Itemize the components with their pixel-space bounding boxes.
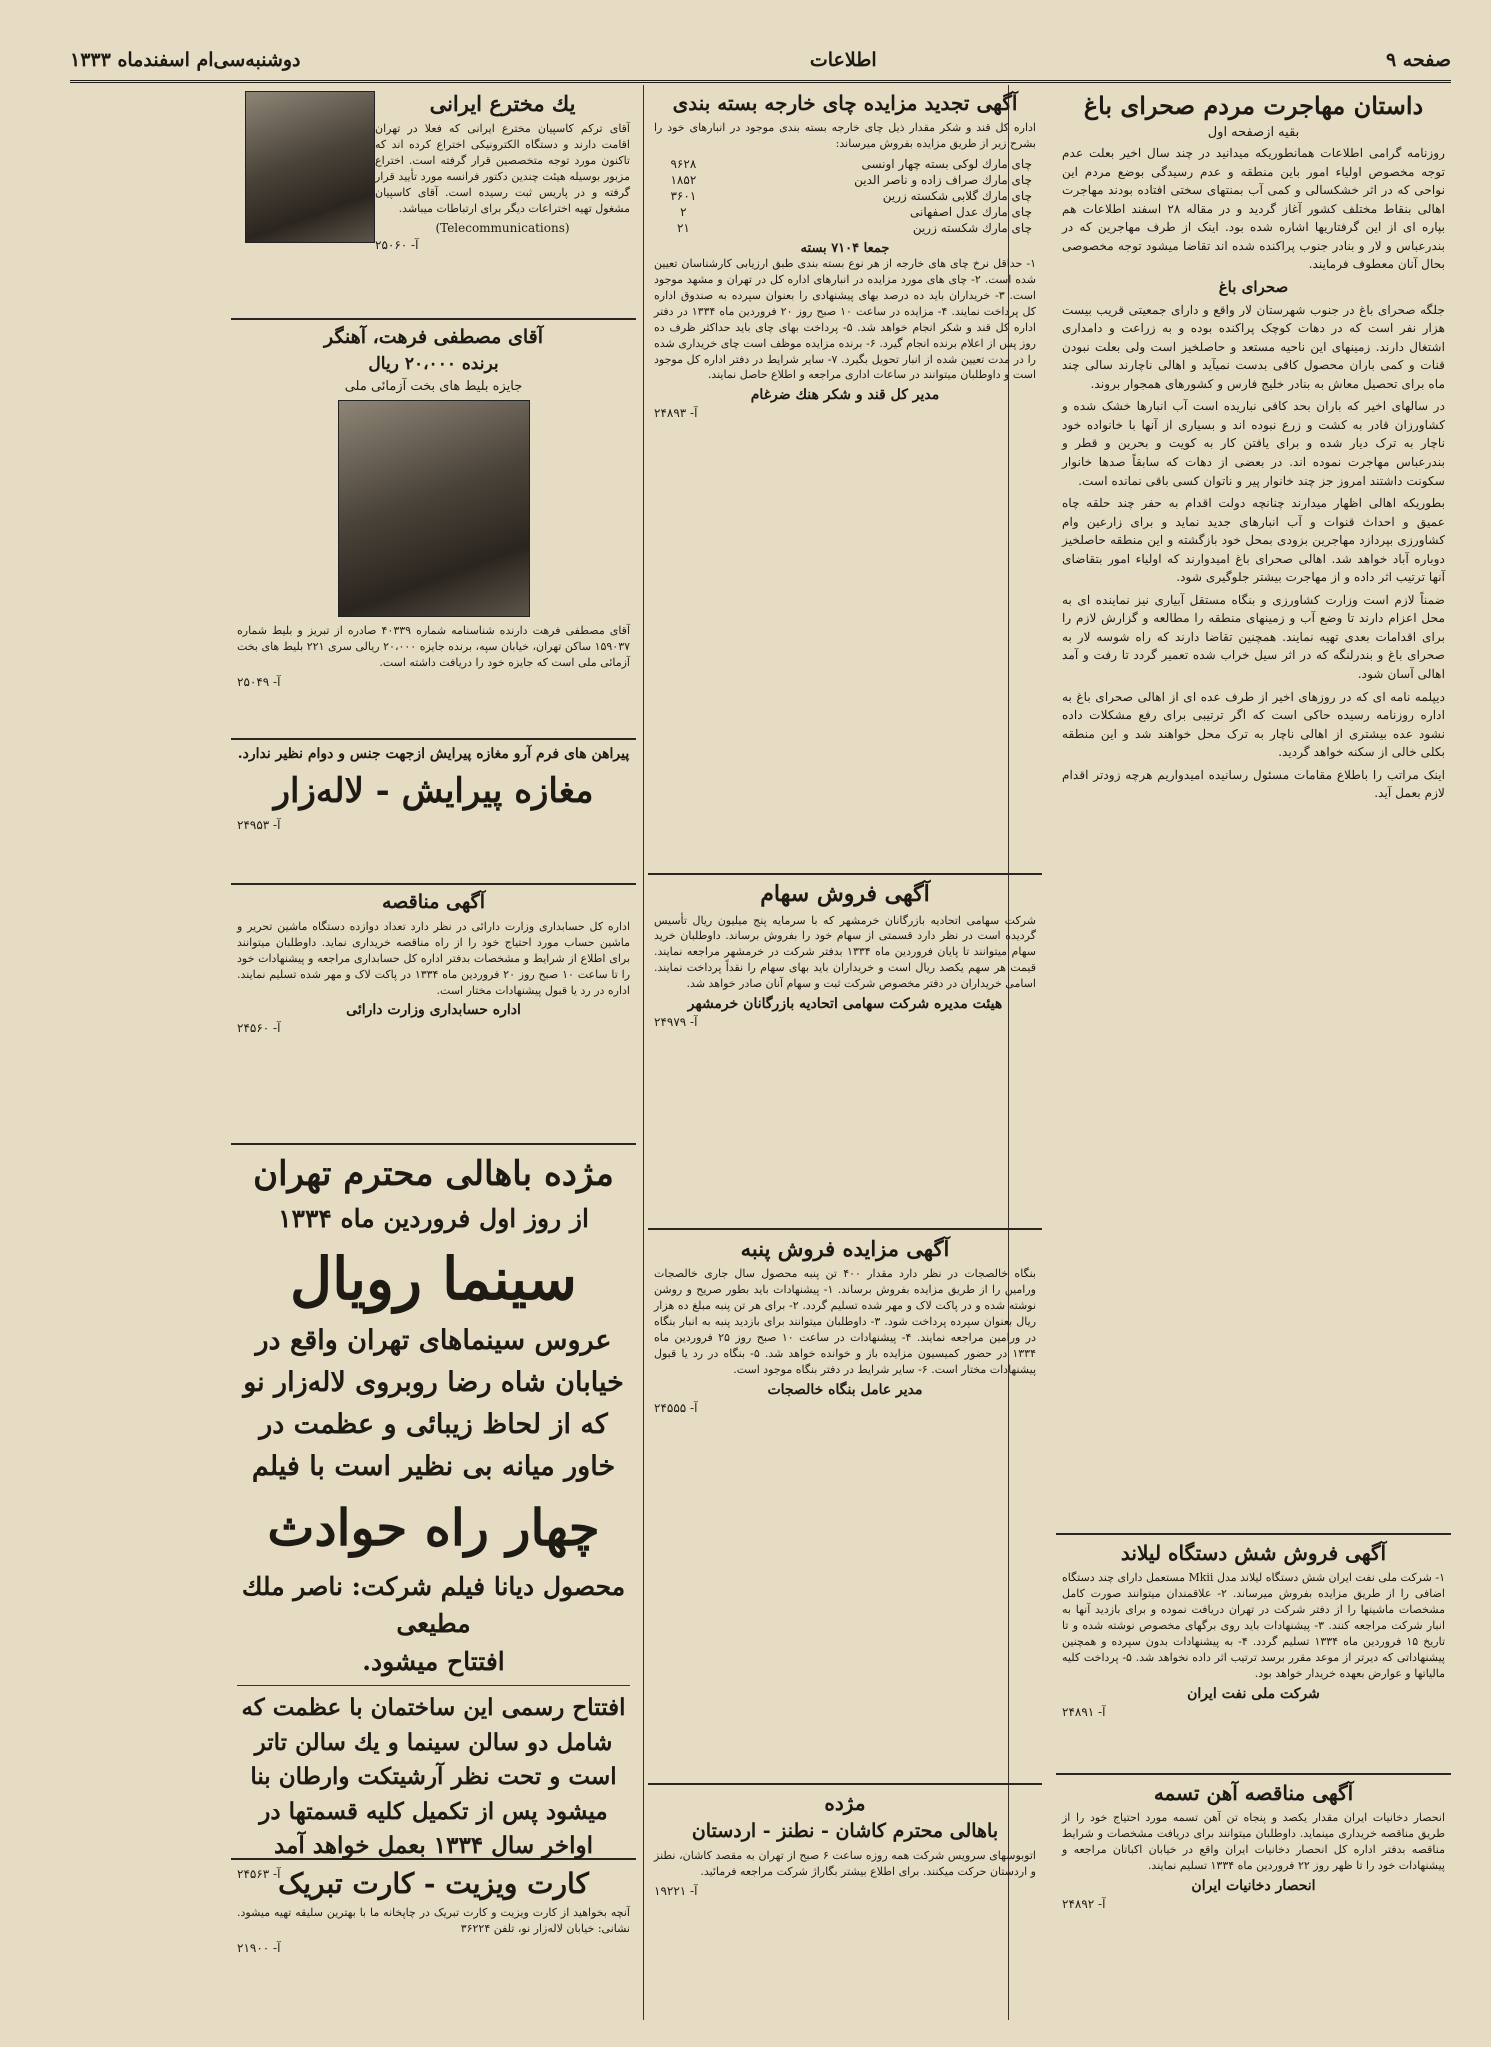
ad-code: آ- ۱۹۲۲۱ — [654, 1883, 698, 1898]
ad-title: آگهی مناقصه آهن تسمه — [1153, 1781, 1354, 1805]
ad-code: آ- ۲۱۹۰۰ — [237, 1940, 281, 1955]
table-cell: چای مارك گلابی شکسته زرین — [882, 188, 1032, 203]
ad-signature: انحصار دخانیات ایران — [1191, 1877, 1316, 1894]
inventor-item — [231, 85, 636, 320]
migration-article — [1056, 85, 1451, 1535]
ad-code: آ- ۲۴۹۵۳ — [237, 818, 281, 833]
table-cell: ۲ — [680, 204, 687, 219]
cinema-ad — [231, 1145, 636, 1881]
article-paragraph: دیپلمه نامه ای که در روزهای اخیر از طرف عده ای از اهالی صحرای باغ به اداره روزنامه رسیده حاکی است که اگر ترتیبی برای رفع مشکلات داده نشود عده بیشتری از اهالی ناچار به ترک محل خواهند شد و این منطقه بکلی خالی از سکنه خواهد گردید. — [1062, 689, 1445, 760]
shares-ad — [648, 875, 1042, 1230]
cinema-note: افتتاح رسمی این ساختمان با عظمت که شامل دو سالن سینما و یك سالن تاتر است و تحت نظر آرشیتکت وارطان بنا میشود پس از تکمیل کلیه قسمتها در اواخر سال ۱۳۳۴ بعمل خواهد آمد — [241, 1694, 626, 1860]
ad-text: اتوبوسهای سرویس شرکت همه روزه ساعت ۶ صبح از تهران به مقصد کاشان، نطنز و اردستان حرکت میکنند. برای اطلاع بیشتر بگاراژ شرکت مراجعه فرمائید. — [654, 1848, 1036, 1878]
article-paragraph: ضمناً لازم است وزارت کشاورزی و بنگاه مستقل آبیاری نیز نماینده ای به محل اعزام دارند تا وضع آب و زمینهای منطقه را مطالعه و گزارش لازم را برای اقدامات بعدی تهیه نمایند. همچنین تقاضا دارند که راه شوسه لار به صحرای باغ و بندرلنگه که در اثر سیل خراب شده تعمیر گردد تا رفت و آمد اهالی آسان شود. — [1062, 592, 1445, 681]
ad-text: آنچه بخواهید از کارت ویزیت و کارت تبریک در چاپخانه ما با بهترین سلیقه تهیه میشود. نشانی: خیابان لاله‌زار نو، تلفن ۳۶۲۲۴ — [237, 1906, 630, 1935]
divider — [237, 1685, 630, 1686]
ad-text: اداره کل حسابداری وزارت دارائی در نظر دارد تعداد دوازده دستگاه ماشین تحریر و ماشین حساب مورد احتیاج خود را از راه مناقصه خریداری نماید. داوطلبان میتوانند برای اطلاع از شرایط و مشخصات بدفتر اداره کل حسابداری مراجعه و پیشنهادات خود را تا ساعت ۱۰ صبح روز ۲۰ فروردین ماه ۱۳۳۴ در پاکت لاک و مهر شده تسلیم نمایند. اداره در رد یا قبول پیشنهادات مختار است. — [237, 919, 631, 997]
ad-title: آگهی فروش سهام — [760, 881, 930, 907]
inventor-photo — [245, 91, 375, 243]
page-number: صفحه ۹ — [1385, 49, 1451, 71]
ad-text: بنگاه خالصجات در نظر دارد مقدار ۴۰۰ تن پنبه محصول سال جاری خالصجات ورامین را از طریق مزایده بفروش برساند. ۱- پیشنهادات باید بطور صریح و روشن نوشته شده و در پاکت لاک و مهر شده تسلیم گردد. ۲- برای هر تن پنبه مبلغ ده هزار ریال بعنوان سپرده پرداخت شود. ۳- داوطلبان میتوانند برای بازدید پنبه به انبار بنگاه در ورامین مراجعه نمایند. ۴- پیشنهادات در ساعت ۱۰ صبح روز ۲۵ فروردین ماه ۱۳۳۴ در حضور کمیسیون مزایده باز و خوانده خواهد شد. ۵- بنگاه در رد یا قبول پیشنهادات مختار است. ۶- سایر شرایط در دفتر بنگاه موجود است. — [654, 1267, 1037, 1376]
iron-tender-ad — [1056, 1775, 1451, 2020]
ad-title: آگهی فروش شش دستگاه لیلاند — [1120, 1541, 1387, 1565]
ad-subtitle: باهالی محترم کاشان - نطنز - اردستان — [691, 1820, 999, 1842]
ad-code: آ- ۲۴۸۹۳ — [654, 406, 698, 421]
winner-photo — [338, 400, 530, 617]
table-cell: چای مارك شکسته زرین — [912, 220, 1032, 235]
tea-total: جمعا ۷۱۰۴ بسته — [800, 240, 890, 256]
ad-title: مژده — [824, 1791, 866, 1815]
ad-signature: شرکت ملی نفت ایران — [1187, 1685, 1320, 1702]
article-paragraph: جلگه صحرای باغ در جنوب شهرستان لار واقع و دارای جمعیتی قریب بیست هزار نفر است که در دهات کوچک پراکنده بوده و به زراعت و دامداری اشتغال دارند. زمینهای این ناحیه مستعد و حاصلخیز است ولی بعلت نبودن قنات و کمی باران محصول کافی بدست نمیآید و اهالی ناچارند سالی چند ماه برای تحصیل معاش به بنادر خلیج فارس و کشورهای همجوار بروند. — [1062, 302, 1445, 391]
issue-date: دوشنبه‌سی‌ام اسفندماه ۱۳۳۳ — [70, 49, 301, 71]
table-row — [654, 172, 1036, 188]
article-paragraph: اینک مراتب را باطلاع مقامات مسئول رسانیده امیدواریم هرچه زودتر اقدام لازم بعمل آید. — [1062, 767, 1445, 801]
table-cell: ۹۶۲۸ — [670, 156, 697, 171]
leyland-ad — [1056, 1535, 1451, 1775]
ad-code: آ- ۲۴۸۹۲ — [1062, 1896, 1106, 1911]
table-row — [654, 188, 1036, 204]
cinema-desc: عروس سینماهای تهران واقع در خیابان شاه رضا روبروی لاله‌زار نو که از لحاظ زیبائی و عظمت در خاور میانه بی نظیر است با فیلم — [243, 1325, 624, 1482]
tender-ad — [231, 885, 636, 1145]
ad-code: آ- ۲۴۵۵۵ — [654, 1400, 698, 1415]
cinema-intro: مژده باهالی محترم تهران — [253, 1154, 614, 1194]
column-divider — [643, 85, 644, 2020]
ad-code: آ- ۲۴۸۹۱ — [1062, 1704, 1106, 1719]
table-row — [654, 220, 1036, 236]
table-cell: ۲۱ — [676, 220, 690, 235]
ad-signature: هیئت مدیره شرکت سهامی اتحادیه بازرگانان خرمشهر — [687, 996, 1003, 1013]
kashan-ad — [648, 1785, 1042, 2020]
article-title: داستان مهاجرت مردم صحرای باغ — [1083, 91, 1424, 120]
table-row — [654, 156, 1036, 172]
table-row — [654, 204, 1036, 220]
ad-code: آ- ۲۵۰۴۹ — [237, 674, 281, 689]
ad-text: شرکت سهامی اتحادیه بازرگانان خرمشهر که با سرمایه پنج میلیون ریال تأسیس گردیده است در نظر دارد قسمتی از سهام خود را بفروش برساند. داوطلبان خرید سهام میتوانند تا پایان فروردین ماه ۱۳۳۴ بدفتر شرکت در خرمشهر مراجعه نمایند. قیمت هر سهم یکصد ریال است و خریداران باید بهای سهام را نقداً پرداخت نمایند. اسامی خریداران در دفتر مخصوص شرکت ثبت و سهام آنان صادر خواهد شد. — [654, 913, 1037, 991]
shop-intro: پیراهن های فرم آرو مغازه پیرایش ازجهت جنس و دوام نظیر ندارد. — [237, 746, 630, 762]
film-title: چهار راه حوادث — [267, 1497, 600, 1557]
tea-auction-ad — [648, 85, 1042, 875]
article-subhead: صحرای باغ — [1218, 277, 1289, 296]
shop-name: مغازه پیرایش - لاله‌زار — [273, 771, 594, 812]
ad-intro: اداره کل قند و شکر مقدار ذیل چای خارجه بسته بندی موجود در انبارهای خود را بشرح زیر از طریق مزایده بفروش میرساند: — [654, 121, 1036, 150]
ad-title: کارت ویزیت - کارت تبریک — [278, 1867, 589, 1900]
film-producer: محصول دیانا فیلم شرکت: ناصر ملك مطیعی — [241, 1571, 626, 1639]
table-cell: چای مارك لوکی بسته چهار اونسی — [861, 156, 1032, 171]
cotton-auction-ad — [648, 1230, 1042, 1785]
tech-word: (Telecommunications) — [435, 220, 570, 235]
prize-amount: برنده ۲۰،۰۰۰ ریال — [368, 353, 499, 374]
newspaper-name: اطلاعات — [809, 49, 877, 71]
cinema-name: سینما رویال — [290, 1244, 577, 1313]
lottery-desc: جایزه بلیط های بخت آزمائی ملی — [344, 379, 523, 394]
shop-ad — [231, 740, 636, 885]
column-left — [231, 85, 636, 2020]
article-paragraph: روزنامه گرامی اطلاعات همانطوریکه میدانید در چند سال اخیر بعلت عدم توجه مخصوص اولیاء امور باین منطقه و عدم رسیدگی بوضع مردم این نواحی که در اثر خشکسالی و کمی آب بمنتهای سختی افتاده بودند مهاجرت اهالی بنقاط مختلف کشور آغاز گردید و در مقاله ۲۸ اسفند اطلاعات هم بپاره ای از این گرفتاریها اشاره شده بود. اینک از طرف مهاجرین که در بندرعباس و لار و بنادر جنوب پراکنده شده اند تقاضا میشود توجه مخصوصی بحال آنان معطوف فرمایند. — [1062, 146, 1445, 272]
item-code: آ- ۲۵۰۶۰ — [375, 237, 419, 252]
article-paragraph: بطوریکه اهالی اظهار میدارند چنانچه دولت اقدام به حفر چند حلقه چاه عمیق و احداث قنوات و آب انبارهای جدید نماید و برای زارعین وام کشاورزی بپردازد مهاجرین بزودی بمحل خود بازگشته و این منطقه حاصلخیز دوباره آباد خواهد شد. اهالی صحرای باغ امیدوارند که اولیاء امور بتقاضای آنها ترتیب اثر داده و از مهاجرت بیشتر جلوگیری شود. — [1062, 496, 1445, 585]
page-header — [70, 40, 1451, 83]
ad-code: آ- ۲۴۵۶۰ — [237, 1021, 281, 1036]
ad-title: آگهی مناقصه — [382, 891, 485, 913]
ad-title: آگهی تجدید مزایده چای خارجه بسته بندی — [672, 91, 1018, 115]
tea-table — [654, 156, 1036, 236]
ad-code: آ- ۲۴۹۷۹ — [654, 1015, 698, 1030]
cinema-date: از روز اول فروردین ماه ۱۳۳۴ — [278, 1204, 589, 1233]
table-cell: ۳۶۰۱ — [670, 188, 697, 203]
article-continuation: بقیه ازصفحه اول — [1207, 125, 1300, 140]
table-cell: چای مارك صراف زاده و ناصر الدین — [854, 172, 1032, 187]
column-right — [1056, 85, 1451, 2020]
table-cell: چای مارك عدل اصفهانی — [910, 204, 1032, 219]
ad-text: ۱- شرکت ملی نفت ایران شش دستگاه لیلاند مدل Mkii مستعمل دارای چند دستگاه اضافی را از طریق مزایده بفروش میرساند. ۲- علاقمندان میتوانند صورت کامل مشخصات ماشینها را از دفتر شرکت در تهران دریافت نموده و برای بازدید آنها به انبار شرکت مراجعه کنند. ۳- پیشنهادات باید روی برگهای مخصوص نوشته شده و تا تاریخ ۱۵ فروردین ماه ۱۳۳۴ تسلیم گردد. ۴- به پیشنهادات بدون سپرده و همچنین پیشنهاداتی که دیرتر از موعد مقرر برسد ترتیب اثر داده نخواهد شد. ۵- پرداخت کلیه مالیاتها و عوارض بعهده خریدار خواهد بود. — [1062, 1571, 1446, 1680]
ad-signature: مدیر کل قند و شکر هنك ضرغام — [750, 387, 940, 404]
ad-code: آ- ۲۴۵۶۳ — [237, 1866, 281, 1881]
item-text: آقای ترکم کاسپیان مخترع ایرانی که فعلا در تهران اقامت دارند و دستگاه الکترونیکی اختراع کرده اند که تاکنون مورد توجه متخصصین قرار گرفته است. اختراع مزبور بوسیله هیئت چندین دکتور فرانسه مورد تأیید قرار گرفته و در پاریس ثبت رسیده است. آقای کاسپیان مشغول تهیه اختراعات دیگر برای ارتباطات میباشد. — [375, 122, 630, 215]
winner-name: آقای مصطفی فرهت، آهنگر — [324, 326, 543, 348]
lottery-ad — [231, 320, 636, 740]
article-paragraph: در سالهای اخیر که باران بحد کافی نباریده است آب انبارها خشک شده و کشاورزان قادر به کشت و زرع نبوده اند و بسیاری از آنها با خانواده خود ناچار به ترک دیار شده و برای یافتن کار به کویت و بحرین و قطر و بندرعباس مهاجرت نموده اند. در بعضی از دهات که سابقاً صدها خانوار سکونت داشتند امروز جز چند خانوار پیر و ناتوان کسی باقی نمانده است. — [1062, 399, 1445, 488]
ad-title: آگهی مزایده فروش پنبه — [740, 1236, 950, 1261]
ad-text: انحصار دخانیات ایران مقدار یکصد و پنجاه تن آهن تسمه مورد احتیاج خود را از طریق مناقصه خریداری مینماید. داوطلبان میتوانند برای دریافت مشخصات و شرایط مناقصه بدفتر اداره کل انحصار دخانیات ایران واقع در خیابان اکباتان مراجعه و پیشنهادات خود را تا ظهر روز ۲۲ فروردین ماه ۱۳۳۴ تسلیم نمایند. — [1062, 1811, 1445, 1872]
table-cell: ۱۸۵۲ — [670, 172, 697, 187]
cinema-opening: افتتاح میشود. — [362, 1646, 505, 1676]
item-title: یك مخترع ایرانی — [429, 91, 576, 116]
cards-ad — [231, 1860, 636, 2020]
ad-signature: اداره حسابداری وزارت دارائی — [346, 1002, 521, 1019]
ad-conditions: ۱- حداقل نرخ چای های خارجه از هر نوع بسته بندی طبق ارزیابی کارشناسان تعیین شده است. ۲- چای های مورد مزایده در انبارهای اداره کل در تهران و مشهد موجود است. ۳- خریداران باید ده درصد بهای پیشنهادی را بعنوان سپرده به صندوق اداره کل پرداخت نمایند. ۴- مزایده در ساعت ۱۰ صبح روز ۲۰ فروردین ماه ۱۳۳۴ در دفتر اداره کل قند و شکر انجام خواهد شد. ۵- پرداخت بهای چای باید حداکثر ظرف ده روز پس از اعلام برنده انجام گیرد. ۶- برنده مزایده موظف است چای خریداری شده را در مدت تعیین شده از انبار تحویل بگیرد. ۷- سایر شرایط در دفتر اداره کل موجود است و داوطلبان میتوانند در ساعات اداری مراجعه و اطلاع حاصل نمایند. — [654, 256, 1037, 382]
lottery-caption: آقای مصطفی فرهت دارنده شناسنامه شماره ۴۰۳۳۹ صادره از تبریز و بلیط شماره ۱۵۹۰۳۷ ساکن تهران، خیابان سپه، برنده جایزه ۲۰،۰۰۰ ریالی سری ۲۲۱ بلیط های بخت آزمائی ملی است که جایزه خود را دریافت داشته است. — [237, 624, 631, 669]
ad-signature: مدیر عامل بنگاه خالصجات — [767, 1381, 923, 1398]
column-middle — [648, 85, 1042, 2020]
